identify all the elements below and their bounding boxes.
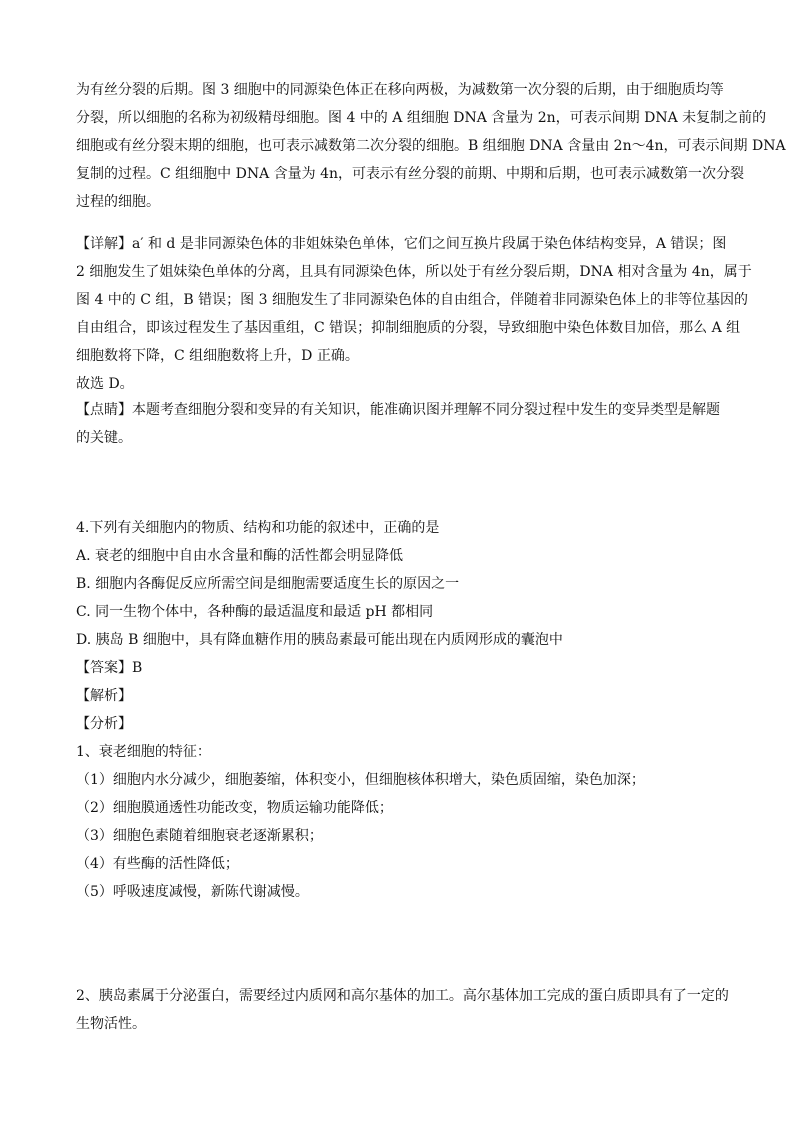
fenxi-label: 【分析】 [76, 716, 132, 732]
point1-title: 1、衰老细胞的特征： [76, 744, 211, 760]
question-4 [76, 518, 730, 910]
option-b: B. 细胞内各酶促反应所需空间是细胞需要适度生长的原因之一 [76, 576, 460, 592]
text-line: 【详解】a′ 和 d 是非同源染色体的非姐妹染色单体，它们之间互换片段属于染色体结构变异，A 错误；图 [76, 236, 727, 252]
text-line: 生物活性。 [76, 1016, 146, 1032]
question-stem: 4.下列有关细胞内的物质、结构和功能的叙述中，正确的是 [76, 520, 440, 536]
text-line: 2 细胞发生了姐妹染色单体的分离，且具有同源染色体，所以处于有丝分裂后期，DNA 相对含量为 4n，属于 [76, 264, 752, 280]
text-line: 自由组合，即该过程发生了基因重组，C 错误；抑制细胞质的分裂，导致细胞中染色体数目加倍，那么 A 组 [76, 320, 741, 336]
point2-paragraph [76, 986, 730, 1042]
text-line: 细胞或有丝分裂末期的细胞，也可表示减数第二次分裂的细胞。B 组细胞 DNA 含量由 2n～4n，可表示间期 DNA [76, 138, 786, 154]
analysis-paragraph [76, 80, 786, 220]
text-line: 图 4 中的 C 组，B 错误；图 3 细胞发生了非同源染色体的自由组合，伴随着非同源染色体上的非等位基因的 [76, 292, 748, 308]
analysis-label: 【解析】 [76, 688, 132, 704]
text-line: 过程的细胞。 [76, 194, 160, 210]
text-line: 为有丝分裂的后期。图 3 细胞中的同源染色体正在移向两极，为减数第一次分裂的后期，由于细胞质均等 [76, 82, 724, 98]
option-c: C. 同一生物个体中，各种酶的最适温度和最适 pH 都相同 [76, 604, 434, 620]
option-d: D. 胰岛 B 细胞中，具有降血糖作用的胰岛素最可能出现在内质网形成的囊泡中 [76, 632, 563, 648]
text-line: 分裂，所以细胞的名称为初级精母细胞。图 4 中的 A 组细胞 DNA 含量为 2n，可表示间期 DNA 未复制之前的 [76, 110, 767, 126]
text-line: 细胞数将下降，C 组细胞数将上升，D 正确。 [76, 348, 359, 364]
detail-paragraph [76, 234, 752, 402]
point1-item: （5）呼吸速度减慢，新陈代谢减慢。 [76, 884, 309, 900]
comment-paragraph [76, 400, 730, 456]
text-line: 【点睛】本题考查细胞分裂和变异的有关知识，能准确识图并理解不同分裂过程中发生的变异类型是解题 [76, 402, 720, 418]
text-line: 复制的过程。C 组细胞中 DNA 含量为 4n，可表示有丝分裂的前期、中期和后期，也可表示减数第一次分裂 [76, 166, 745, 182]
text-line: 的关键。 [76, 430, 132, 446]
point1-item: （4）有些酶的活性降低； [76, 856, 239, 872]
option-a: A. 衰老的细胞中自由水含量和酶的活性都会明显降低 [76, 548, 404, 564]
point1-item: （2）细胞膜通透性功能改变，物质运输功能降低； [76, 800, 393, 816]
point1-item: （3）细胞色素随着细胞衰老逐渐累积； [76, 828, 323, 844]
point1-item: （1）细胞内水分减少，细胞萎缩，体积变小，但细胞核体积增大，染色质固缩，染色加深； [76, 772, 645, 788]
answer-choice: 故选 D。 [76, 376, 134, 392]
answer-label: 【答案】B [76, 660, 143, 676]
text-line: 2、胰岛素属于分泌蛋白，需要经过内质网和高尔基体的加工。高尔基体加工完成的蛋白质即具有了一定的 [76, 988, 729, 1004]
